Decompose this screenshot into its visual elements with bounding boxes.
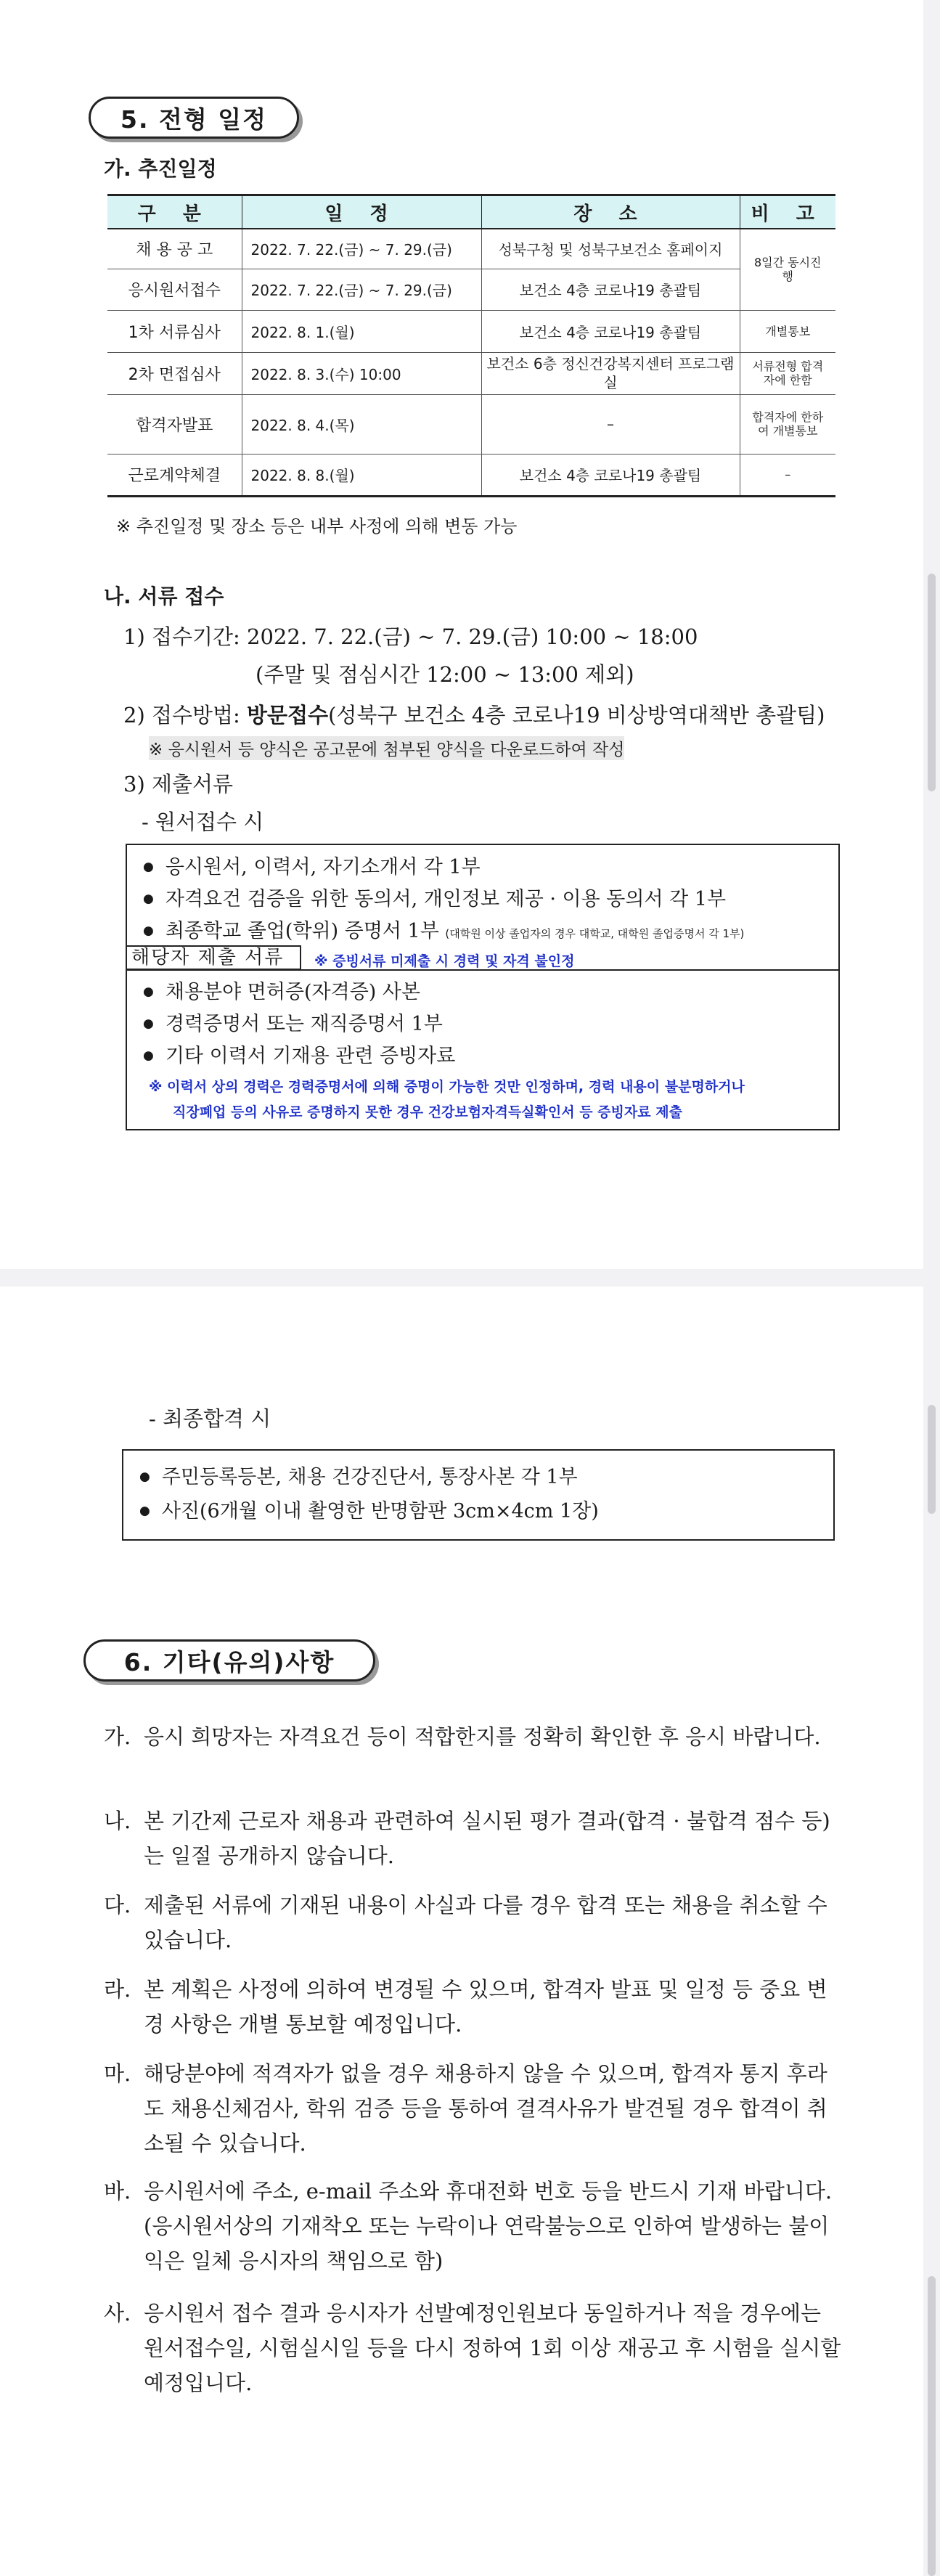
paragraph-text: 본 계획은 사정에 의하여 변경될 수 있으며, 합격자 발표 및 일정 등 중요 변경 사항은 개별 통보할 예정입니다. bbox=[144, 1977, 827, 2037]
list-item: ● 기타 이력서 기재용 관련 증빙자료 bbox=[143, 1040, 455, 1068]
table-cell-date: 2022. 8. 1.(월) bbox=[242, 310, 481, 352]
notice-paragraph bbox=[104, 1719, 844, 1754]
scrollbar-thumb[interactable] bbox=[928, 1405, 936, 1514]
paragraph-label: 마. bbox=[104, 2061, 131, 2086]
list-item: ● 자격요건 검증을 위한 동의서, 개인정보 제공 · 이용 동의서 각 1부 bbox=[143, 883, 726, 911]
table-cell-note: – bbox=[740, 454, 835, 496]
table-cell-item: 합격자발표 bbox=[107, 394, 242, 454]
notice-paragraph bbox=[104, 2056, 844, 2161]
table-cell-item: 근로계약체결 bbox=[107, 454, 242, 496]
paragraph-text: 응시원서 접수 결과 응시자가 선발예정인원보다 동일하거나 적을 경우에는 원서접수일, 시험실시일 등을 다시 정하여 1회 이상 재공고 후 시험을 실시할 예정입니다. bbox=[144, 2301, 841, 2395]
table-cell-place: 보건소 4층 코로나19 총괄팀 bbox=[481, 454, 740, 496]
paragraph-label: 라. bbox=[104, 1977, 131, 2002]
document-page-1 bbox=[0, 0, 923, 1269]
table-cell-item: 1차 서류심사 bbox=[107, 310, 242, 352]
paragraph-text: 제출된 서류에 기재된 내용이 사실과 다를 경우 합격 또는 채용을 취소할 수 있습니다. bbox=[144, 1893, 827, 1952]
notice-paragraph bbox=[104, 1888, 844, 1957]
final-documents-box bbox=[122, 1449, 835, 1541]
table-cell-place: – bbox=[481, 394, 740, 454]
method-note: ※ 응시원서 등 양식은 공고문에 첨부된 양식을 다운로드하여 작성 bbox=[149, 736, 624, 760]
paragraph-text: 응시원서에 주소, e-mail 주소와 휴대전화 번호 등을 반드시 기재 바랍니다. (응시원서상의 기재착오 또는 누락이나 연락불능으로 인하여 발생하는 불이익은 일체 응시자의 책임으로 함) bbox=[144, 2179, 833, 2273]
method-bold: 방문접수 bbox=[247, 703, 329, 727]
paragraph-text: 본 기간제 근로자 채용과 관련하여 실시된 평가 결과(합격 · 불합격 점수 등)는 일절 공개하지 않습니다. bbox=[144, 1809, 830, 1868]
reception-period: 1) 접수기간: 2022. 7. 22.(금) ~ 7. 29.(금) 10:00 ~ 18:00 bbox=[123, 624, 698, 649]
table-cell-note: 개별통보 bbox=[740, 310, 835, 352]
method-prefix: 2) 접수방법: bbox=[123, 703, 248, 727]
table-cell-place: 보건소 6층 정신건강복지센터 프로그램실 bbox=[481, 352, 740, 394]
table-cell-place: 보건소 4층 코로나19 총괄팀 bbox=[481, 269, 740, 310]
documents-at-application: - 원서접수 시 bbox=[142, 810, 264, 834]
section-6-title: 6. 기타(유의)사항 bbox=[83, 1639, 375, 1682]
table-cell-note: 합격자에 한하여 개별통보 bbox=[740, 394, 835, 454]
schedule-table bbox=[107, 194, 835, 497]
application-documents-box bbox=[126, 844, 840, 1130]
table-cell-item: 응시원서접수 bbox=[107, 269, 242, 310]
reception-method bbox=[123, 699, 825, 729]
career-note-line-1: ※ 이력서 상의 경력은 경력증명서에 의해 증명이 가능한 것만 인정하며, 경력 내용이 불분명하거나 bbox=[149, 1079, 745, 1095]
list-item: ● 채용분야 면허증(자격증) 사본 bbox=[143, 976, 420, 1004]
list-item: ● 사진(6개월 이내 촬영한 반명함판 3cm×4cm 1장) bbox=[139, 1495, 599, 1523]
table-header: 장 소 bbox=[481, 195, 740, 229]
table-cell-note: 8일간 동시진행 bbox=[740, 229, 835, 310]
paragraph-label: 사. bbox=[104, 2301, 131, 2326]
table-header: 일 정 bbox=[242, 195, 481, 229]
table-cell-date: 2022. 8. 4.(목) bbox=[242, 394, 481, 454]
list-item: ● 주민등록등본, 채용 건강진단서, 통장사본 각 1부 bbox=[139, 1461, 578, 1489]
scrollbar-thumb[interactable] bbox=[928, 2276, 936, 2576]
scrollbar-track[interactable] bbox=[923, 0, 940, 2576]
list-item-small: (대학원 이상 졸업자의 경우 대학교, 대학원 졸업증명서 각 1부) bbox=[445, 927, 745, 940]
conditional-documents-label: 해당자 제출 서류 bbox=[127, 945, 301, 970]
table-header: 비 고 bbox=[740, 195, 835, 229]
table-cell-place: 보건소 4층 코로나19 총괄팀 bbox=[481, 310, 740, 352]
table-cell-date: 2022. 8. 8.(월) bbox=[242, 454, 481, 496]
notice-paragraph bbox=[104, 1803, 844, 1873]
scrollbar-thumb[interactable] bbox=[928, 574, 936, 791]
list-item-text: 최종학교 졸업(학위) 증명서 1부 bbox=[165, 920, 439, 942]
list-item: ● 경력증명서 또는 재직증명서 1부 bbox=[143, 1008, 443, 1036]
notice-paragraph bbox=[104, 2296, 844, 2400]
subheading-schedule: 가. 추진일정 bbox=[104, 157, 217, 181]
table-cell-item: 2차 면접심사 bbox=[107, 352, 242, 394]
table-header: 구 분 bbox=[107, 195, 242, 229]
documents-label: 3) 제출서류 bbox=[123, 772, 234, 796]
document-page-2 bbox=[0, 1287, 923, 2576]
table-cell-date: 2022. 8. 3.(수) 10:00 bbox=[242, 352, 481, 394]
table-cell-date: 2022. 7. 22.(금) ~ 7. 29.(금) bbox=[242, 269, 481, 310]
subheading-documents: 나. 서류 접수 bbox=[104, 584, 224, 608]
paragraph-label: 가. bbox=[104, 1724, 131, 1749]
paragraph-label: 다. bbox=[104, 1893, 131, 1917]
notice-paragraph bbox=[104, 2174, 844, 2278]
section-5-title: 5. 전형 일정 bbox=[89, 97, 299, 139]
list-item bbox=[143, 915, 744, 943]
table-cell-note: 서류전형 합격자에 한함 bbox=[740, 352, 835, 394]
notice-paragraph bbox=[104, 1972, 844, 2042]
documents-final-pass: - 최종합격 시 bbox=[149, 1406, 271, 1431]
table-cell-date: 2022. 7. 22.(금) ~ 7. 29.(금) bbox=[242, 229, 481, 269]
table-cell-place: 성북구청 및 성북구보건소 홈페이지 bbox=[481, 229, 740, 269]
list-item: ● 응시원서, 이력서, 자기소개서 각 1부 bbox=[143, 851, 481, 879]
table-footnote: ※ 추진일정 및 장소 등은 내부 사정에 의해 변동 가능 bbox=[116, 516, 518, 537]
paragraph-label: 나. bbox=[104, 1809, 131, 1833]
table-cell-item: 채 용 공 고 bbox=[107, 229, 242, 269]
method-rest: (성북구 보건소 4층 코로나19 비상방역대책반 총괄팀) bbox=[328, 703, 825, 727]
paragraph-text: 해당분야에 적격자가 없을 경우 채용하지 않을 수 있으며, 합격자 통지 후라도 채용신체검사, 학위 검증 등을 통하여 결격사유가 발견될 경우 합격이 취소될 수 있습니다. bbox=[144, 2061, 827, 2156]
paragraph-text: 응시 희망자는 자격요건 등이 적합한지를 정확히 확인한 후 응시 바랍니다. bbox=[144, 1724, 821, 1749]
career-note-line-2: 직장폐업 등의 사유로 증명하지 못한 경우 건강보험자격득실확인서 등 증빙자료 제출 bbox=[173, 1104, 682, 1120]
paragraph-label: 바. bbox=[104, 2179, 131, 2204]
conditional-documents-note: ※ 증빙서류 미제출 시 경력 및 자격 불인정 bbox=[314, 953, 575, 969]
reception-exclusion: (주말 및 점심시간 12:00 ~ 13:00 제외) bbox=[256, 662, 634, 687]
